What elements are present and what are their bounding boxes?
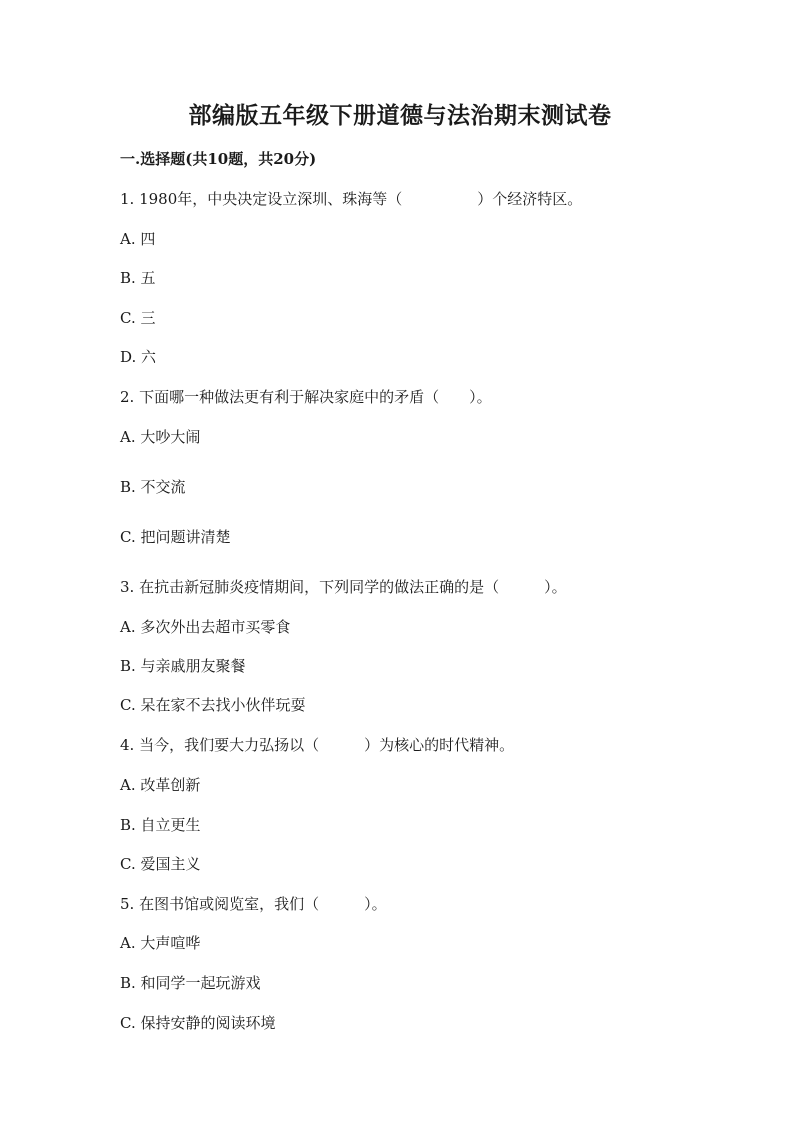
question-2-option-b: B. 不交流 [120,478,186,496]
question-3-option-c: C. 呆在家不去找小伙伴玩耍 [120,696,306,714]
question-2-option-c: C. 把问题讲清楚 [120,528,231,546]
question-3-option-b: B. 与亲戚朋友聚餐 [120,657,246,675]
question-1-option-c: C. 三 [120,309,156,327]
question-4-option-a: A. 改革创新 [120,776,201,794]
question-2-option-a: A. 大吵大闹 [120,428,201,446]
question-5-option-c: C. 保持安静的阅读环境 [120,1014,276,1032]
question-1-option-a: A. 四 [120,230,156,248]
question-5-option-a: A. 大声喧哗 [120,934,201,952]
question-5-stem: 5. 在图书馆或阅览室，我们（ ）。 [120,895,387,913]
question-1-option-b: B. 五 [120,269,156,287]
question-1-option-d: D. 六 [120,348,157,366]
section-heading: 一.选择题(共10题，共20分) [120,150,317,168]
page-title: 部编版五年级下册道德与法治期末测试卷 [188,102,612,129]
question-4-stem: 4. 当今，我们要大力弘扬以（ ）为核心的时代精神。 [120,736,515,754]
question-5-option-b: B. 和同学一起玩游戏 [120,974,261,992]
question-2-stem: 2. 下面哪一种做法更有利于解决家庭中的矛盾（ ）。 [120,388,492,406]
question-3-stem: 3. 在抗击新冠肺炎疫情期间，下列同学的做法正确的是（ ）。 [120,578,567,596]
question-4-option-c: C. 爱国主义 [120,855,201,873]
question-3-option-a: A. 多次外出去超市买零食 [120,618,291,636]
question-1-stem: 1. 1980年，中央决定设立深圳、珠海等（ ）个经济特区。 [120,190,583,208]
question-4-option-b: B. 自立更生 [120,816,201,834]
